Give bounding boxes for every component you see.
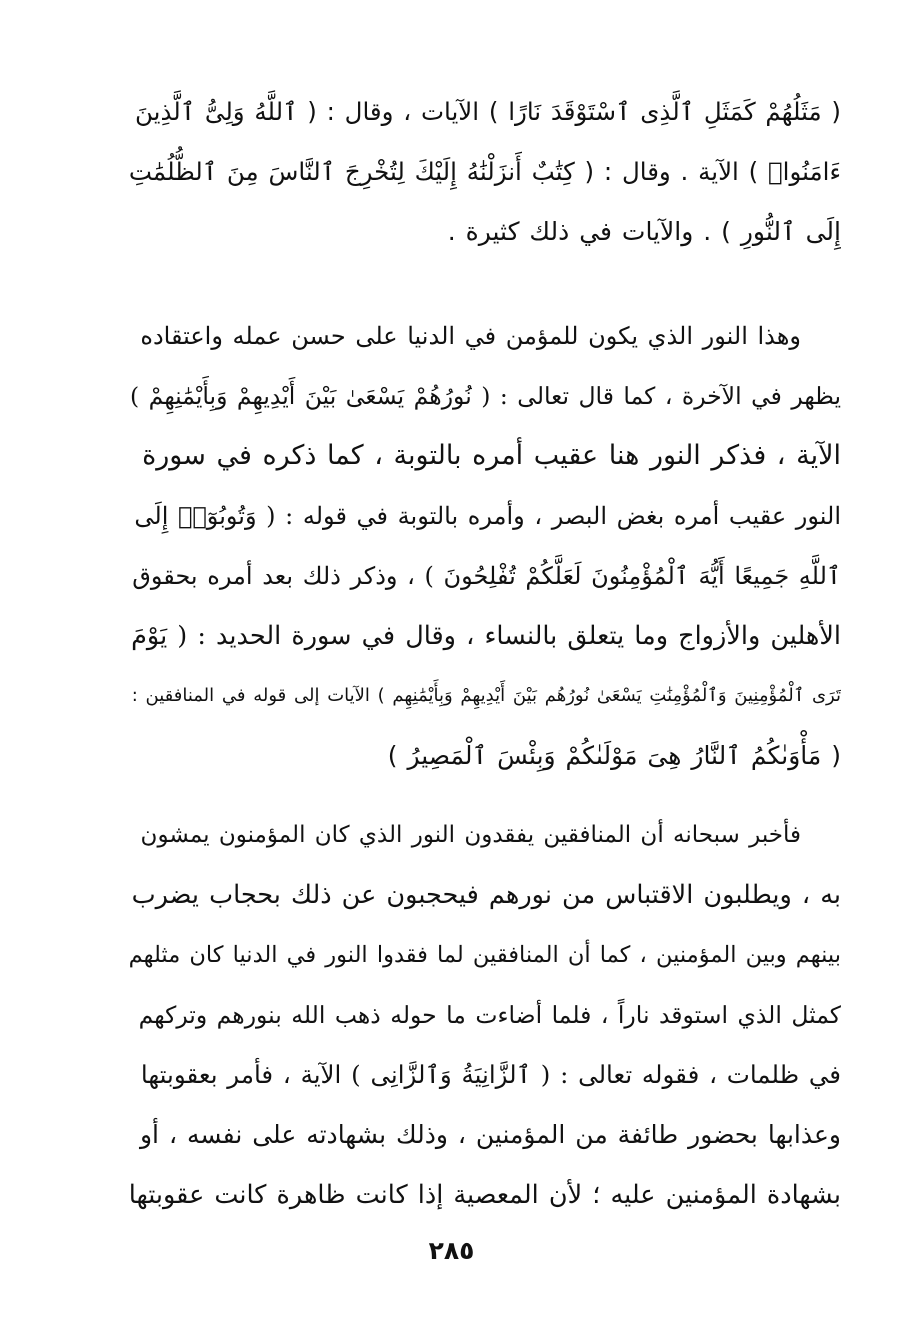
text-line: ٱللَّهِ جَمِيعًا أَيُّهَ ٱلْمُؤْمِنُونَ لَعَلَّكُمْ تُفْلِحُونَ ) ، وذكر ذلك بعد أمره بحقوق [132, 562, 841, 590]
paragraph-2 [129, 306, 841, 786]
text-line: الآية ، فذكر النور هنا عقيب أمره بالتوبة ، كما ذكره في سورة [142, 440, 841, 471]
paragraph-3 [129, 805, 841, 1225]
text-line: ( مَثَلُهُمْ كَمَثَلِ ٱلَّذِى ٱسْتَوْقَدَ نَارًا ) الآيات ، وقال : ( ٱللَّهُ وَلِىُّ ٱلَّذِينَ [134, 97, 841, 126]
paragraph-1 [129, 82, 841, 262]
text-line: وهذا النور الذي يكون للمؤمن في الدنيا على حسن عمله واعتقاده [140, 322, 801, 350]
text-line: كمثل الذي استوقد ناراً ، فلما أضاءت ما حوله ذهب الله بنورهم وتركهم [138, 1001, 841, 1029]
text-line: ءَامَنُوا۟ ) الآية . وقال : ( كِتَٰبٌ أَنزَلْنَٰهُ إِلَيْكَ لِتُخْرِجَ ٱلنَّاسَ مِنَ ٱلظُّلُمَٰتِ [129, 157, 841, 186]
text-line: النور عقيب أمره بغض البصر ، وأمره بالتوبة في قوله : ( وَتُوبُوٓا۟ إِلَى [134, 502, 841, 530]
text-line: بشهادة المؤمنين عليه ؛ لأن المعصية إذا كانت ظاهرة كانت عقوبتها [129, 1180, 841, 1210]
text-line: تَرَى ٱلْمُؤْمِنِينَ وَٱلْمُؤْمِنَٰتِ يَسْعَىٰ نُورُهُم بَيْنَ أَيْدِيهِمْ وَبِأَيْمَٰنِهِم ) الآيات إلى قوله في المنافقين : [131, 685, 841, 706]
text-line: به ، ويطلبون الاقتباس من نورهم فيحجبون عن ذلك بحجاب يضرب [131, 880, 841, 910]
text-line: إِلَى ٱلنُّورِ ) . والآيات في ذلك كثيرة . [447, 217, 841, 246]
text-line: في ظلمات ، فقوله تعالى : ( ٱلزَّانِيَةُ وَٱلزَّانِى ) الآية ، فأمر بعقوبتها [140, 1060, 841, 1089]
text-line: بينهم وبين المؤمنين ، كما أن المنافقين لما فقدوا النور في الدنيا كان مثلهم [129, 942, 841, 968]
page-number: ٢٨٥ [428, 1236, 475, 1265]
text-line: ( مَأْوَىٰكُمُ ٱلنَّارُ هِىَ مَوْلَىٰكُمْ وَبِئْسَ ٱلْمَصِيرُ ) [387, 741, 841, 770]
text-line: فأخبر سبحانه أن المنافقين يفقدون النور الذي كان المؤمنون يمشون [140, 822, 801, 848]
text-line: الأهلين والأزواج وما يتعلق بالنساء ، وقال في سورة الحديد : ( يَوْمَ [131, 621, 841, 651]
text-line: يظهر في الآخرة ، كما قال تعالى : ( نُورُهُمْ يَسْعَىٰ بَيْنَ أَيْدِيهِمْ وَبِأَيْمَٰنِهِمْ ) [130, 382, 841, 410]
text-line: وعذابها بحضور طائفة من المؤمنين ، وذلك بشهادته على نفسه ، أو [139, 1120, 841, 1149]
